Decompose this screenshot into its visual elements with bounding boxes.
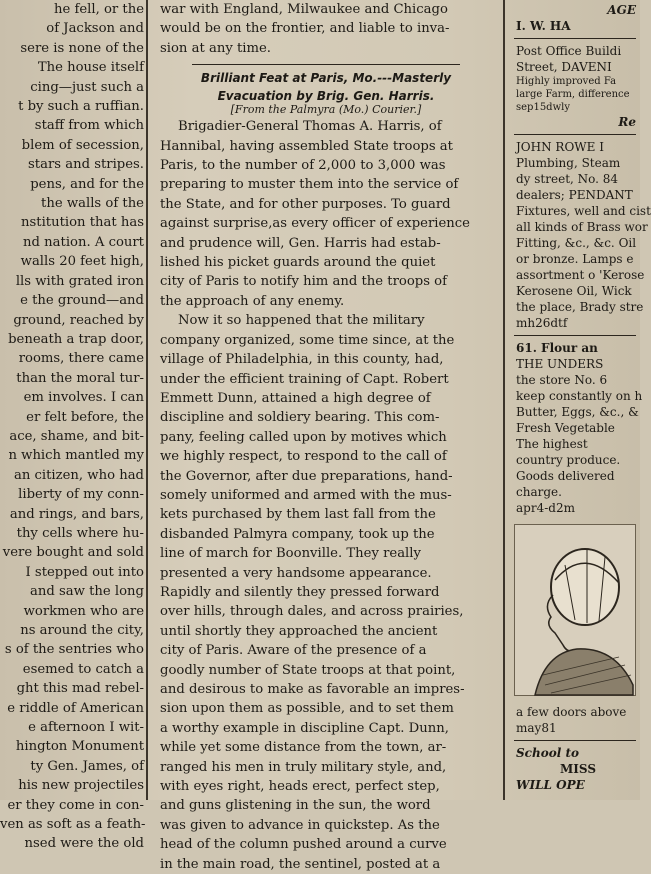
headline-line-1: Brilliant Feat at Paris, Mo.---Masterly <box>200 71 452 86</box>
flour-heading: 61. Flour an <box>516 341 598 355</box>
ad-text-line: or bronze. Lamps e <box>516 252 634 266</box>
column-text-line: e the ground—and <box>20 293 144 309</box>
article-text-line: sion upon them as possible, and to set them <box>160 701 454 717</box>
article-text-line: we highly respect, to respond to the call of <box>160 449 447 465</box>
school-heading: School to <box>516 746 579 760</box>
article-headline <box>152 71 500 103</box>
article-text-line: with eyes right, heads erect, perfect step, <box>160 779 440 795</box>
article-text-line: a worthy example in discipline Capt. Dunn, <box>160 720 449 736</box>
article-text-line: and desirous to make as favorable an impres- <box>160 682 465 697</box>
article-text-line: preparing to muster them into the service of <box>160 177 459 193</box>
previous-article-ending <box>152 0 500 58</box>
article-text-line: would be on the frontier, and liable to inva- <box>160 21 450 37</box>
article-text-line: lished his picket guards around the quiet <box>160 255 436 271</box>
ad-text-line: sep15dwly <box>516 102 570 113</box>
column-text-line: ght this mad rebel- <box>16 681 144 697</box>
ad-text-line: The highest <box>516 437 588 451</box>
ad-text-line: Fixtures, well and cist <box>516 204 651 218</box>
column-text-line: t by such a ruffian. <box>18 99 144 115</box>
article-text-line: war with England, Milwaukee and Chicago <box>160 2 448 17</box>
article-text-line: disbanded Palmyra company, took up the <box>160 526 435 542</box>
ad-text-line: all kinds of Brass wor <box>516 220 648 234</box>
ad-text-line: Goods delivered <box>516 469 615 483</box>
column-text-line: an citizen, who had <box>13 467 144 483</box>
column-text-line: his new projectiles <box>18 778 144 794</box>
column-text-line: nstitution that has <box>21 215 144 231</box>
ad-text-line: the store No. 6 <box>516 373 608 387</box>
post-office-ad <box>510 43 640 75</box>
column-text-line: I stepped out into <box>25 564 144 580</box>
column-rule-right <box>503 0 505 800</box>
column-text-line: e afternoon I wit- <box>28 720 144 736</box>
ad-text-line: JOHN ROWE I <box>516 140 604 154</box>
article-text-line: ranged his men in truly military style, and, <box>160 759 447 775</box>
column-text-line: than the moral tur- <box>16 370 144 386</box>
ad-text-line: Kerosene Oil, Wick <box>516 284 632 298</box>
article-text-line: company organized, some time since, at the <box>160 332 455 348</box>
headline-line-2: Evacuation by Brig. Gen. Harris. <box>217 89 435 104</box>
article-text-line: against surprise,as every officer of experience <box>160 216 470 232</box>
undersigned-ad <box>510 356 643 436</box>
column-text-line: ground, reached by <box>13 312 144 328</box>
article-text-line: city of Paris to notify him and the troops of <box>160 274 447 290</box>
article-text-line: goodly number of State troops at that point, <box>160 662 456 678</box>
article-column <box>152 0 500 872</box>
article-text-line: the Governor, after due preparations, hand- <box>160 468 453 484</box>
column-text-line: hington Monument <box>15 739 144 755</box>
ad-text-line: keep constantly on h <box>516 389 643 403</box>
article-text-line: was given to advance in quickstep. As the <box>160 817 440 833</box>
column-text-line: he fell, or the <box>53 2 144 17</box>
john-rowe-ad <box>510 139 651 331</box>
article-text-line: over hills, through dales, and across prairies, <box>160 604 464 620</box>
column-text-line: walls 20 feet high, <box>20 254 144 270</box>
column-text-line: e riddle of American <box>7 700 144 716</box>
ad-text-line: dy street, No. 84 <box>516 172 619 186</box>
article-text-line: while yet some distance from the town, ar- <box>160 740 447 756</box>
article-text-line: Hannibal, having assembled State troops at <box>160 138 453 154</box>
column-text-line: liberty of my conn- <box>18 487 144 503</box>
agent-heading: AGE <box>607 3 636 17</box>
article-text-line: discipline and soldiery bearing. This com- <box>160 410 440 426</box>
column-text-line: ven as soft as a feath- <box>0 817 146 833</box>
ad-divider <box>514 335 636 336</box>
re-heading: Re <box>618 115 636 129</box>
article-paragraph-1 <box>152 117 500 311</box>
ad-text-line: mh26dtf <box>516 316 568 330</box>
article-text-line: in the main road, the sentinel, posted at a <box>160 856 441 872</box>
article-source: [From the Palmyra (Mo.) Courier.] <box>230 103 422 117</box>
article-text-line: and prudence will, Gen. Harris had estab- <box>160 235 441 251</box>
phrenology-head-engraving <box>514 524 636 696</box>
ad-text-line: THE UNDERS <box>516 357 604 371</box>
column-text-line: nsed were the old <box>24 836 144 852</box>
column-text-line: sere is none of the <box>20 40 144 56</box>
column-text-line: em involves. I can <box>23 390 144 406</box>
ad-text-line: a few doors above <box>516 705 627 719</box>
column-text-line: thy cells where hu- <box>16 525 144 541</box>
column-text-line: vere bought and sold <box>2 545 144 561</box>
article-text-line: and guns glistening in the sun, the word <box>160 798 431 814</box>
column-text-line: er they come in con- <box>7 797 144 813</box>
article-text-line: Rapidly and silently they pressed forward <box>160 584 440 600</box>
column-text-line: s of the sentries who <box>4 642 144 658</box>
ad-text-line: may81 <box>516 721 557 735</box>
column-text-line: stars and stripes. <box>28 157 144 173</box>
article-text-line: the approach of any enemy. <box>160 293 345 309</box>
article-text-line: sion at any time. <box>160 40 271 56</box>
ad-text-line: Street, DAVENI <box>516 60 612 74</box>
left-column <box>0 0 148 852</box>
article-text-line: Emmett Dunn, attained a high degree of <box>160 390 431 406</box>
ad-text-line: dealers; PENDANT <box>516 188 633 202</box>
ad-text-line: Fitting, &c., &c. Oil <box>516 236 637 250</box>
ad-text-line: Highly improved Fa <box>516 76 617 87</box>
article-text-line: Brigadier-General Thomas A. Harris, of <box>178 119 442 135</box>
column-text-line: ns around the city, <box>20 623 144 638</box>
ad-text-line: apr4-d2m <box>516 501 575 515</box>
column-text-line: esemed to catch a <box>22 661 144 677</box>
column-text-line: and rings, and bars, <box>9 506 144 522</box>
ad-text-line: Butter, Eggs, &c., & <box>516 405 639 419</box>
ad-divider <box>514 38 636 39</box>
column-text-line: ace, shame, and bit- <box>9 428 144 444</box>
article-text-line: the State, and for other purposes. To guard <box>160 196 451 212</box>
column-text-line: staff from which <box>34 118 144 134</box>
ad-text-line: Plumbing, Steam <box>516 156 621 170</box>
farm-ad <box>510 75 640 114</box>
ad-text-line: large Farm, difference <box>516 89 630 100</box>
advertisement-column <box>510 0 651 800</box>
address-line <box>510 704 640 736</box>
column-text-line: nd nation. A court <box>23 234 144 250</box>
column-text-line: The house itself <box>37 60 144 76</box>
column-text-line: ty Gen. James, of <box>30 758 144 774</box>
column-text-line: the walls of the <box>41 196 144 212</box>
article-text-line: kets purchased by them last fall from the <box>160 507 436 523</box>
article-text-line: somely uniformed and armed with the mus- <box>160 487 452 503</box>
article-text-line: pany, feeling called upon by motives which <box>160 429 447 445</box>
ad-text-line: the place, Brady stre <box>516 300 644 314</box>
article-text-line: city of Paris. Aware of the presence of a <box>160 643 427 659</box>
column-text-line: n which mantled my <box>8 448 144 464</box>
ad-divider <box>514 740 636 741</box>
article-text-line: village of Philadelphia, in this county, had, <box>160 352 444 368</box>
ad-text-line: country produce. <box>516 453 621 467</box>
ad-text-line: charge. <box>516 485 562 499</box>
article-divider <box>192 64 460 65</box>
miss-heading: MISS <box>560 762 596 776</box>
highest-price-ad <box>510 436 640 516</box>
will-open-heading: WILL OPE <box>516 778 585 792</box>
article-text-line: Paris, to the number of 2,000 to 3,000 was <box>160 158 446 174</box>
column-text-line: workmen who are <box>23 603 144 619</box>
column-text-line: lls with grated iron <box>15 273 144 289</box>
column-text-line: beneath a trap door, <box>8 331 144 347</box>
column-text-line: of Jackson and <box>46 21 144 37</box>
column-text-line: blem of secession, <box>21 137 144 153</box>
column-text-line: and saw the long <box>30 584 144 600</box>
ad-text-line: assortment o 'Kerose <box>516 268 645 282</box>
article-text-line: Now it so happened that the military <box>178 313 425 329</box>
column-text-line: pens, and for the <box>30 176 144 192</box>
ad-text-line: Post Office Buildi <box>516 44 622 58</box>
ad-divider <box>514 134 636 135</box>
column-text-line: cing—just such a <box>30 79 144 95</box>
article-text-line: presented a very handsome appearance. <box>160 565 432 581</box>
article-text-line: line of march for Boonville. They really <box>160 546 421 562</box>
article-text-line: until shortly they approached the ancient <box>160 623 438 639</box>
ad-text-line: Fresh Vegetable <box>516 421 615 435</box>
article-paragraph-2 <box>152 311 500 874</box>
column-text-line: er felt before, the <box>26 409 144 425</box>
column-text-line: rooms, there came <box>18 351 144 367</box>
article-text-line: under the efficient training of Capt. Robert <box>160 371 449 387</box>
head-illustration-icon <box>515 525 635 695</box>
article-text-line: head of the column pushed around a curve <box>160 837 447 853</box>
agent-name: I. W. HA <box>516 19 571 33</box>
